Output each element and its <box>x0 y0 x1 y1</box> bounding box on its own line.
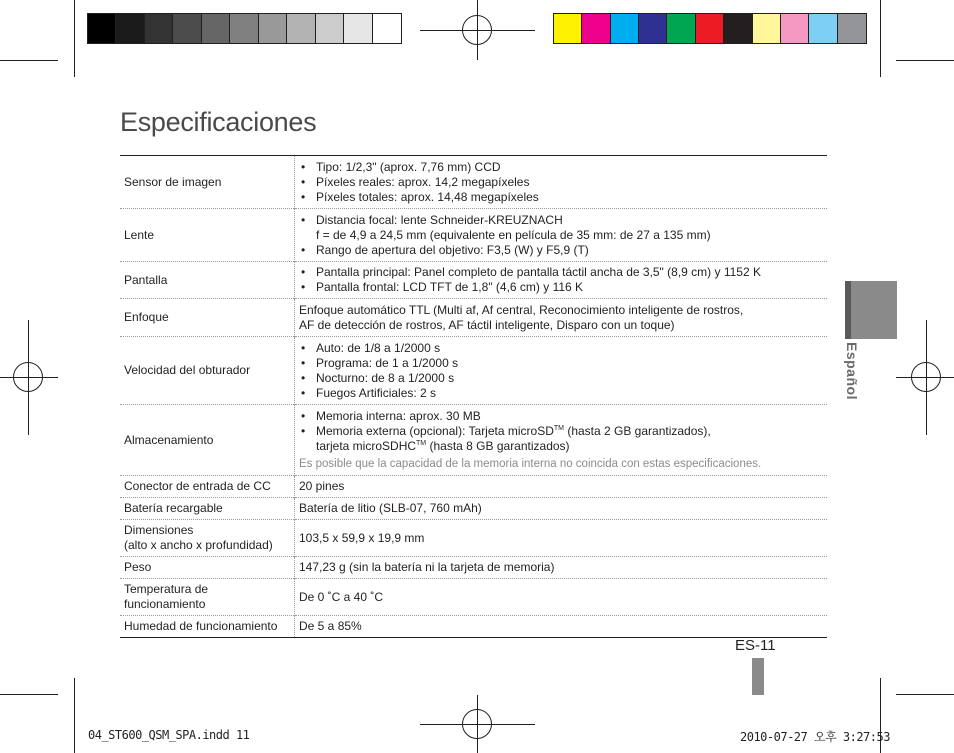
table-row <box>120 156 827 209</box>
language-tab-edge <box>845 281 851 339</box>
spec-label: Temperatura de funcionamiento <box>120 579 295 616</box>
table-row <box>120 337 827 405</box>
spec-list <box>299 341 823 401</box>
registration-line <box>0 377 58 378</box>
crop-mark <box>74 678 75 753</box>
color-swatch <box>373 14 401 43</box>
spec-label: Velocidad del obturador <box>120 337 295 405</box>
table-row <box>120 262 827 299</box>
color-swatch <box>145 14 173 43</box>
spec-label: Humedad de funcionamiento <box>120 616 295 638</box>
spec-label: Peso <box>120 557 295 579</box>
grayscale-bar <box>87 13 402 44</box>
list-item: • Rango de apertura del objetivo: F3,5 (W) y F5,9 (T) <box>299 243 823 258</box>
list-item: • Fuegos Artificiales: 2 s <box>299 386 823 401</box>
color-swatch <box>838 14 866 43</box>
spec-label: Batería recargable <box>120 498 295 520</box>
table-row <box>120 579 827 616</box>
list-item: • Memoria interna: aprox. 30 MB <box>299 409 823 424</box>
spec-label: Sensor de imagen <box>120 156 295 209</box>
language-tab <box>845 281 897 339</box>
page-title: Especificaciones <box>120 107 317 137</box>
list-item: • Distancia focal: lente Schneider-KREUZNACH f = de 4,9 a 24,5 mm (equivalente en película de 35 mm: de 27 a 135 mm) <box>299 213 823 243</box>
color-swatch <box>287 14 315 43</box>
spec-list <box>299 160 823 205</box>
color-swatch <box>753 14 781 43</box>
spec-list <box>299 409 823 454</box>
spec-value: Enfoque automático TTL (Multi af, Af central, Reconocimiento inteligente de rostros, <box>299 302 744 317</box>
table-row <box>120 299 827 337</box>
crop-mark <box>896 60 954 61</box>
list-item: • Píxeles totales: aprox. 14,48 megapíxeles <box>299 190 823 205</box>
spec-value: De 5 a 85% <box>299 619 362 633</box>
page-number: ES-11 <box>735 637 776 654</box>
page-edge-marker <box>752 658 764 695</box>
spec-label: Enfoque <box>120 299 295 337</box>
color-swatch <box>230 14 258 43</box>
color-calibration-bar <box>553 13 867 44</box>
spec-value: Batería de litio (SLB-07, 760 mAh) <box>299 501 482 515</box>
table-row <box>120 476 827 498</box>
color-swatch <box>88 14 116 43</box>
list-item: • Programa: de 1 a 1/2000 s <box>299 356 823 371</box>
color-swatch <box>344 14 372 43</box>
spec-value: 103,5 x 59,9 x 19,9 mm <box>299 530 425 545</box>
list-item: • Tipo: 1/2,3" (aprox. 7,76 mm) CCD <box>299 160 823 175</box>
list-item: • Auto: de 1/8 a 1/2000 s <box>299 341 823 356</box>
list-item: • Memoria externa (opcional): Tarjeta microSD™ (hasta 2 GB garantizados), tarjeta microSDHC™ (hasta 8 GB garantizados) <box>299 424 823 454</box>
footer-filename: 04_ST600_QSM_SPA.indd 11 <box>88 728 250 742</box>
color-swatch <box>667 14 695 43</box>
color-swatch <box>259 14 287 43</box>
spec-value: De 0 ˚C a 40 ˚C <box>299 589 384 604</box>
registration-line <box>926 320 927 435</box>
spec-label: Pantalla <box>120 262 295 299</box>
color-swatch <box>611 14 639 43</box>
crop-mark <box>0 60 58 61</box>
crop-mark <box>880 0 881 77</box>
registration-line <box>28 320 29 435</box>
color-swatch <box>724 14 752 43</box>
list-item: • Pantalla principal: Panel completo de pantalla táctil ancha de 3,5" (8,9 cm) y 1152 K <box>299 265 823 280</box>
registration-line <box>477 695 478 753</box>
table-row <box>120 616 827 638</box>
color-swatch <box>696 14 724 43</box>
spec-label: Dimensiones (alto x ancho x profundidad) <box>120 520 295 557</box>
spec-label: Conector de entrada de CC <box>120 476 295 498</box>
spec-value: AF de detección de rostros, AF táctil inteligente, Disparo con un toque) <box>299 317 675 332</box>
color-swatch <box>554 14 582 43</box>
color-swatch <box>116 14 144 43</box>
spec-list <box>299 213 823 258</box>
list-item: • Píxeles reales: aprox. 14,2 megapíxeles <box>299 175 823 190</box>
crop-mark <box>896 694 954 695</box>
spec-value: 147,23 g (sin la batería ni la tarjeta de memoria) <box>299 560 555 574</box>
spec-label: Lente <box>120 209 295 262</box>
spec-value: 20 pines <box>299 479 345 493</box>
table-row <box>120 209 827 262</box>
color-swatch <box>582 14 610 43</box>
crop-mark <box>74 0 75 77</box>
language-tab-label: Español <box>844 342 860 400</box>
table-row <box>120 557 827 579</box>
table-row <box>120 520 827 557</box>
registration-line <box>477 0 478 60</box>
color-swatch <box>202 14 230 43</box>
crop-mark <box>0 694 58 695</box>
table-row <box>120 498 827 520</box>
color-swatch <box>639 14 667 43</box>
color-swatch <box>173 14 201 43</box>
spec-list <box>299 265 823 295</box>
storage-note: Es posible que la capacidad de la memoria interna no coincida con estas especificaciones. <box>299 457 762 470</box>
list-item: • Nocturno: de 8 a 1/2000 s <box>299 371 823 386</box>
table-row <box>120 405 827 476</box>
color-swatch <box>781 14 809 43</box>
footer-timestamp: 2010-07-27 오후 3:27:53 <box>740 730 890 744</box>
color-swatch <box>316 14 344 43</box>
spec-table <box>120 155 827 638</box>
registration-line <box>896 377 954 378</box>
spec-label: Almacenamiento <box>120 405 295 476</box>
list-item: • Pantalla frontal: LCD TFT de 1,8" (4,6 cm) y 116 K <box>299 280 823 295</box>
color-swatch <box>809 14 837 43</box>
